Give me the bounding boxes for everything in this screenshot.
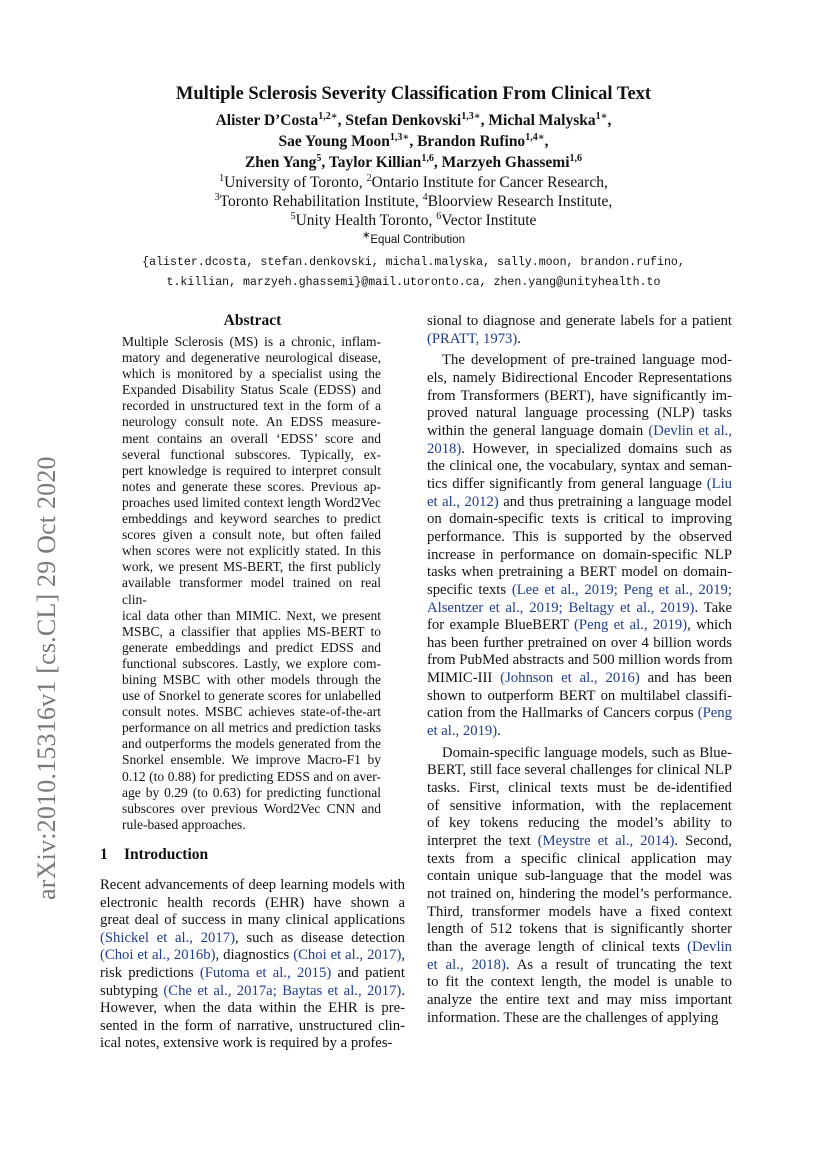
- text-line: [427, 600, 732, 618]
- citation-link[interactable]: (Lee et al., 2019; Peng et al., 2019;: [511, 581, 732, 598]
- text-segment: from PubMed abstracts and 500 million words from: [427, 652, 733, 669]
- affiliation-name: Toronto Rehabilitation Institute,: [219, 193, 423, 210]
- citation-link[interactable]: (Devlin: [687, 938, 732, 955]
- text-segment: , which: [687, 617, 732, 634]
- text-line: [427, 388, 732, 406]
- citation-link[interactable]: (PRATT, 1973): [427, 330, 518, 347]
- citation-link[interactable]: 2018): [427, 440, 462, 457]
- affiliation-line-1: [0, 174, 827, 192]
- citation-link[interactable]: (Choi et al., 2016b): [100, 947, 216, 964]
- text-segment: information. These are the challenges of applying: [427, 1009, 719, 1026]
- affiliation-line-2: [0, 193, 827, 211]
- text-line: [427, 370, 732, 388]
- text-line: [100, 895, 405, 913]
- text-line: [427, 441, 732, 459]
- text-segment: specific texts: [427, 581, 512, 598]
- text-segment: shown to outperform BERT on multilabel classifi-: [427, 687, 732, 704]
- text-line: [427, 352, 732, 370]
- text-line: [427, 745, 732, 763]
- abstract-line: Expanded Disability Status Scale (EDSS) and: [122, 382, 381, 398]
- text-line: [427, 494, 732, 512]
- citation-link[interactable]: (Choi et al., 2017): [293, 947, 402, 964]
- text-line: [427, 476, 732, 494]
- citation-link[interactable]: (Peng: [697, 705, 732, 722]
- text-line: [100, 1000, 405, 1018]
- text-segment: subtyping: [100, 982, 164, 999]
- paper-title: Multiple Sclerosis Severity Classification From Clinical Text: [175, 84, 652, 104]
- text-line: [100, 877, 405, 895]
- text-segment: interpret the text: [427, 833, 538, 850]
- introduction-right-column: [427, 313, 732, 1027]
- citation-link[interactable]: (Johnson et al., 2016): [500, 670, 640, 687]
- text-segment: length of 512 tokens that is significantly shorter: [427, 921, 732, 938]
- affiliation-line-3: [0, 212, 827, 230]
- author-name: Taylor Killian: [328, 154, 422, 171]
- author-affiliation-marker: 1,6: [421, 152, 434, 164]
- affiliation-name: Ontario Institute for Cancer Research,: [371, 174, 608, 191]
- text-segment: Domain-specific language models, such as Blue-: [442, 744, 732, 761]
- abstract-line: matory and degenerative neurological disease,: [122, 350, 381, 366]
- text-line: [427, 798, 732, 816]
- text-line: [427, 780, 732, 798]
- author-line-3: Zhen Yang$^5$, Taylor Killian$^{1,6}$, Marzyeh Ghassemi$^{1,6}$: [244, 152, 583, 171]
- text-segment: BERT, still face several challenges for clinical NLP: [427, 762, 732, 779]
- text-segment: analyze the entire text and may miss important: [427, 991, 732, 1008]
- abstract-line: several functional subscores. Typically, ex-: [122, 446, 381, 462]
- abstract-line: when scores were not explicitly stated. In this: [122, 543, 381, 559]
- abstract-line: work, we present MS-BERT, the first publicly: [122, 559, 381, 575]
- text-segment: . As a result of truncating the text: [505, 956, 732, 973]
- author-affiliation-marker: 1,6: [569, 152, 583, 164]
- section-heading-introduction: 1 Introduction: [100, 846, 209, 863]
- text-segment: performance. This is supported by the observed: [427, 528, 732, 545]
- abstract-heading: Abstract: [223, 312, 282, 329]
- text-segment: cation from the Hallmarks of Cancers corpus: [427, 705, 698, 722]
- text-line: [427, 815, 732, 833]
- citation-link[interactable]: et al., 2019): [427, 723, 498, 740]
- citation-link[interactable]: (Che et al., 2017a; Baytas et al., 2017): [163, 982, 402, 999]
- text-segment: proved natural language processing (NLP) tasks: [427, 405, 732, 422]
- abstract-line: notes and generate these scores. Previous ap-: [122, 478, 381, 494]
- abstract-line: scores given a consult note, but often failed: [122, 527, 381, 543]
- text-line: [427, 921, 732, 939]
- text-line: [427, 313, 732, 331]
- text-line: [427, 957, 732, 975]
- text-segment: and thus pretraining a language model: [498, 493, 732, 510]
- abstract-line: functional subscores. Lastly, we explore com-: [122, 655, 381, 671]
- abstract-body: [122, 334, 381, 833]
- author-affiliation-marker: 1∗: [595, 110, 608, 122]
- text-segment: to fit the context length, the model is unable to: [427, 974, 732, 991]
- author-affiliation-marker: 1,2∗: [318, 110, 338, 122]
- author-name: Brandon Rufino: [417, 133, 526, 150]
- text-line: [427, 833, 732, 851]
- text-line: [427, 974, 732, 992]
- text-segment: , diagnostics: [215, 947, 294, 964]
- citation-link[interactable]: Alsentzer et al., 2019; Beltagy et al., 2019): [427, 599, 695, 616]
- author-affiliation-marker: 5: [316, 152, 322, 164]
- abstract-line: MSBC, a classifier that applies MS-BERT to: [122, 623, 381, 639]
- affiliation-name: Bloorview Research Institute,: [427, 193, 613, 210]
- abstract-line: generate embeddings and predict EDSS and: [122, 639, 381, 655]
- author-line-2: Sae Young Moon$^{1,3∗}$, Brandon Rufino$^{1,4∗}$,: [278, 131, 549, 150]
- text-segment: the clinical one, the vocabulary, syntax and seman-: [427, 458, 732, 475]
- text-segment: els, namely Bidirectional Encoder Representations: [427, 369, 732, 386]
- author-name: Michal Malyska: [488, 112, 596, 129]
- text-line: [427, 868, 732, 886]
- text-line: [100, 1018, 405, 1036]
- text-segment: However, when the data within the EHR is pre-: [100, 1000, 405, 1017]
- email-line-2: t.killian, marzyeh.ghassemi}@mail.utoronto.ca, zhen.yang@unityhealth.to: [166, 276, 661, 289]
- affiliation-name: Unity Health Toronto,: [295, 212, 437, 229]
- text-line: [427, 705, 732, 723]
- text-segment: and patient: [331, 964, 405, 981]
- text-line: [100, 983, 405, 1001]
- text-segment: contain unique sub-language that the model was: [427, 868, 732, 885]
- abstract-line: bining MSBC with other models through the: [122, 671, 381, 687]
- abstract-line: and outperforms the models generated from the: [122, 736, 381, 752]
- text-segment: great deal of success in many clinical applications: [100, 912, 405, 929]
- text-segment: Recent advancements of deep learning models with: [100, 877, 405, 893]
- text-segment: , such as disease detection: [234, 929, 405, 946]
- abstract-line: which is monitored by a specialist using the: [122, 366, 381, 382]
- text-segment: Third, transformer models have a fixed context: [427, 903, 732, 920]
- text-line: [427, 723, 732, 741]
- text-line: [427, 331, 732, 349]
- abstract-line: recorded in unstructured text in the form of a: [122, 398, 381, 414]
- author-name: Zhen Yang: [244, 154, 317, 171]
- text-line: [100, 947, 405, 965]
- text-segment: . Take: [694, 599, 732, 616]
- text-segment: risk predictions: [100, 964, 200, 981]
- text-line: [427, 458, 732, 476]
- affiliation-number: 4: [422, 191, 428, 203]
- text-segment: tasks. First, clinical texts must be de-identified: [427, 780, 732, 797]
- citation-link[interactable]: (Peng et al., 2019): [574, 617, 688, 634]
- text-line: [427, 511, 732, 529]
- text-line: [100, 930, 405, 948]
- text-line: [427, 886, 732, 904]
- text-segment: on domain-specific texts is critical to improving: [427, 511, 732, 528]
- text-line: [427, 1010, 732, 1028]
- affiliation-number: 2: [366, 172, 372, 184]
- affiliation-number: 3: [214, 191, 220, 203]
- author-name: Stefan Denkovski: [345, 112, 462, 129]
- abstract-line: consult notes. MSBC achieves state-of-the-art: [122, 704, 381, 720]
- text-segment: tics differ significantly from general language: [427, 475, 707, 492]
- email-line-1: {alister.dcosta, stefan.denkovski, michal.malyska, sally.moon, brandon.rufino,: [142, 256, 685, 269]
- text-line: [427, 617, 732, 635]
- text-segment: tasks when pretraining a BERT model on domain-: [427, 564, 732, 581]
- author-name: Sae Young Moon: [278, 133, 390, 150]
- abstract-line: proaches used limited context length Word2Vec: [122, 494, 381, 510]
- affiliation-name: Vector Institute: [441, 212, 537, 229]
- text-line: [427, 688, 732, 706]
- text-segment: not trained on, hindering the model’s performance.: [427, 886, 732, 902]
- abstract-line: ment contains an overall ‘EDSS’ score and: [122, 430, 381, 446]
- abstract-line: performance on all metrics and prediction tasks: [122, 720, 381, 736]
- text-line: [427, 762, 732, 780]
- affiliation-number: 5: [290, 210, 296, 222]
- text-segment: . Second,: [674, 833, 732, 850]
- abstract-line: 0.12 (to 0.88) for predicting EDSS and on aver-: [122, 768, 381, 784]
- citation-link[interactable]: (Meystre et al., 2014): [537, 833, 675, 850]
- equal-contribution-note: ∗Equal Contribution: [361, 230, 465, 246]
- citation-link[interactable]: (Liu: [706, 475, 732, 492]
- abstract-line: pert knowledge is required to interpret consult: [122, 462, 381, 478]
- text-line: [427, 652, 732, 670]
- affiliation-name: University of Toronto,: [224, 174, 367, 191]
- text-segment: of key tokens reducing the model’s ability to: [427, 815, 732, 832]
- text-segment: texts from a specific clinical application may: [427, 850, 732, 867]
- affiliation-number: 1: [219, 172, 225, 184]
- text-line: [427, 547, 732, 565]
- abstract-line: available transformer model trained on real clin-: [122, 575, 381, 607]
- introduction-left-column: [100, 877, 405, 1053]
- text-segment: for example BlueBERT: [427, 617, 575, 634]
- abstract-line: Multiple Sclerosis (MS) is a chronic, inflam-: [122, 334, 381, 349]
- text-line: [427, 992, 732, 1010]
- text-segment: ical notes, extensive work is required by a profes-: [100, 1035, 393, 1052]
- author-name: Alister D’Costa: [215, 112, 319, 129]
- text-segment: and has been: [639, 670, 732, 687]
- abstract-line: age by 0.29 (to 0.63) for predicting functional: [122, 784, 381, 800]
- abstract-line: rule-based approaches.: [122, 816, 246, 832]
- author-affiliation-marker: 1,4∗: [525, 131, 545, 143]
- text-segment: The development of pre-trained language mod-: [442, 352, 732, 369]
- abstract-line: embeddings and keyword searches to predict: [122, 511, 381, 527]
- text-line: [427, 564, 732, 582]
- citation-link[interactable]: et al., 2012): [427, 493, 499, 510]
- abstract-line: ical data other than MIMIC. Next, we present: [122, 607, 381, 623]
- citation-link[interactable]: et al., 2018): [427, 956, 506, 973]
- text-line: [427, 670, 732, 688]
- text-segment: from Transformers (BERT), have significantly im-: [427, 387, 732, 404]
- text-line: [427, 529, 732, 547]
- author-affiliation-marker: 1,3∗: [389, 131, 410, 143]
- text-segment: . However, in specialized domains such as: [461, 440, 732, 457]
- text-line: [427, 405, 732, 423]
- text-line: [427, 851, 732, 869]
- text-segment: increase in performance on domain-specific NLP: [427, 546, 732, 563]
- author-affiliation-marker: 1,3∗: [461, 110, 481, 122]
- text-segment: than the average length of clinical texts: [427, 938, 688, 955]
- text-segment: ,: [401, 947, 406, 964]
- text-segment: .: [517, 330, 521, 347]
- text-segment: sional to diagnose and generate labels for a patient: [427, 313, 732, 329]
- author-name: Marzyeh Ghassemi: [441, 154, 570, 171]
- affiliation-number: 6: [436, 210, 442, 222]
- abstract-line: subscores over previous Word2Vec CNN and: [122, 800, 381, 816]
- text-segment: within the general language domain: [427, 422, 649, 439]
- author-line-1: Alister D’Costa$^{1,2∗}$, Stefan Denkovski$^{1,3∗}$, Michal Malyska$^{1∗}$,: [215, 110, 612, 129]
- text-line: [427, 635, 732, 653]
- abstract-line: use of Snorkel to generate scores for unlabelled: [122, 688, 381, 704]
- text-line: [427, 939, 732, 957]
- abstract-line: neurology consult note. An EDSS measure-: [122, 414, 381, 430]
- citation-link[interactable]: (Shickel et al., 2017): [100, 929, 235, 946]
- text-segment: MIMIC-III: [427, 670, 501, 687]
- text-segment: .: [401, 982, 405, 999]
- text-segment: electronic health records (EHR) have shown a: [100, 894, 405, 911]
- text-segment: of sensitive information, with the replacement: [427, 797, 732, 814]
- text-line: [427, 582, 732, 600]
- citation-link[interactable]: (Devlin et al.,: [648, 422, 733, 439]
- text-line: [100, 1035, 405, 1053]
- text-segment: has been further pretrained on over 4 billion words: [427, 634, 732, 651]
- text-line: [100, 965, 405, 983]
- text-line: [100, 912, 405, 930]
- citation-link[interactable]: (Futoma et al., 2015): [199, 964, 332, 981]
- text-segment: .: [497, 723, 501, 740]
- abstract-line: Snorkel ensemble. We improve Macro-F1 by: [122, 752, 381, 768]
- text-segment: sented in the form of narrative, unstructured clin-: [100, 1017, 405, 1034]
- text-line: [427, 423, 732, 441]
- arxiv-identifier: arXiv:2010.15316v1 [cs.CL] 29 Oct 2020: [32, 456, 61, 900]
- text-line: [427, 904, 732, 922]
